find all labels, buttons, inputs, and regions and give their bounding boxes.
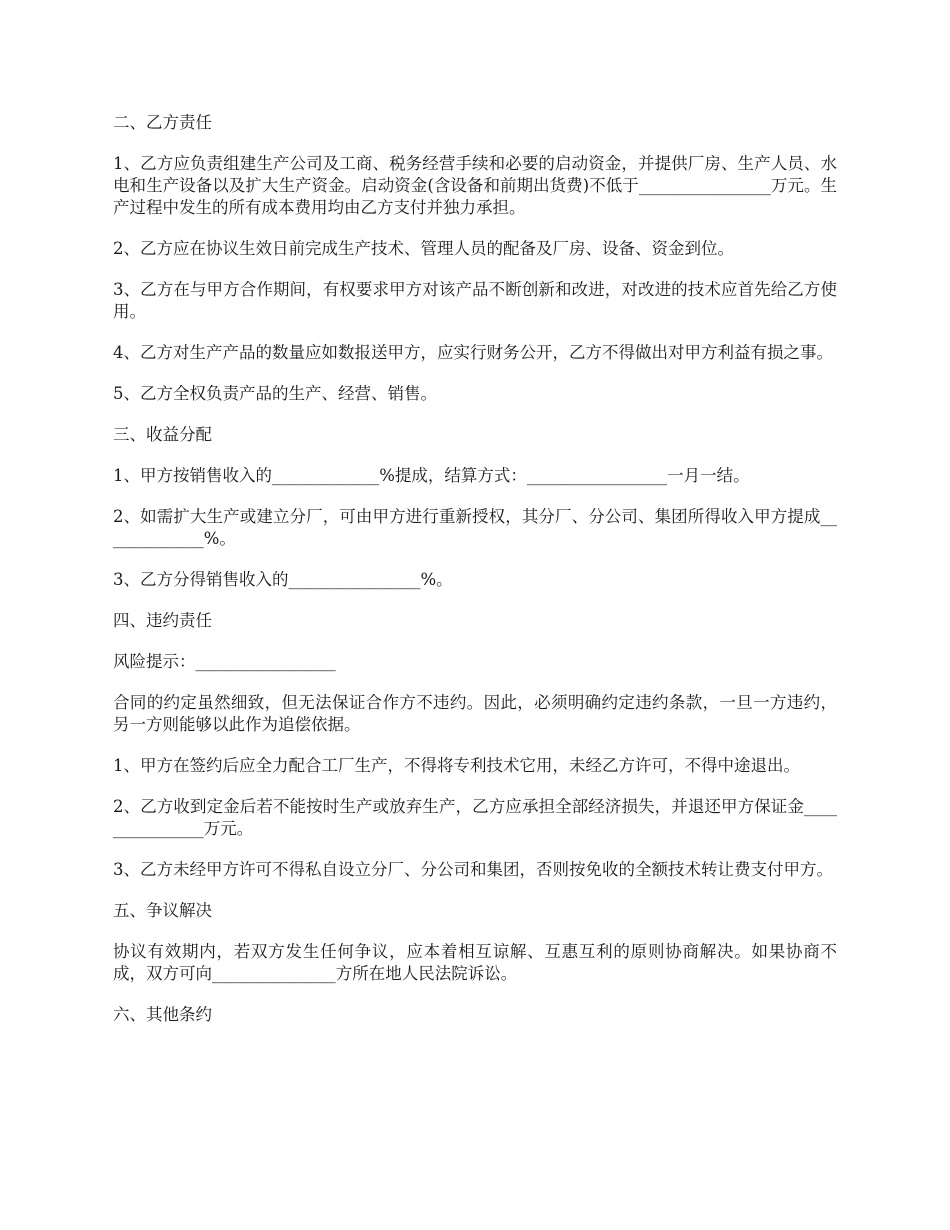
- clause-p3: 3、乙方分得销售收入的________________%。: [113, 570, 453, 589]
- section-heading-other-terms: 六、其他条约: [113, 1005, 212, 1024]
- clause-b4: 4、乙方对生产产品的数量应如数报送甲方，应实行财务公开，乙方不得做出对甲方利益有损之事。: [113, 343, 833, 362]
- risk-explanation: 合同的约定虽然细致，但无法保证合作方不违约。因此，必须明确约定违约条款，一旦一方违约，另一方则能够以此作为追偿依据。: [113, 693, 837, 734]
- clause-b2: 2、乙方应在协议生效日前完成生产技术、管理人员的配备及厂房、设备、资金到位。: [113, 239, 734, 258]
- section-heading-party-b-responsibility: 二、乙方责任: [113, 113, 212, 132]
- clause-l2: 2、乙方收到定金后若不能按时生产或放弃生产，乙方应承担全部经济损失，并退还甲方保证金_______________万元。: [113, 797, 837, 838]
- clause-b5: 5、乙方全权负责产品的生产、经营、销售。: [113, 384, 437, 403]
- clause-l1: 1、甲方在签约后应全力配合工厂生产，不得将专利技术它用，未经乙方许可，不得中途退出。: [113, 756, 800, 775]
- clause-b1: 1、乙方应负责组建生产公司及工商、税务经营手续和必要的启动资金，并提供厂房、生产人员、水电和生产设备以及扩大生产资金。启动资金(含设备和前期出货费)不低于________________万元。生产过程中发生的所有成本费用均由乙方支付并独力承担。: [113, 154, 837, 217]
- clause-p1: 1、甲方按销售收入的_____________%提成，结算方式：_________________一月一结。: [113, 466, 750, 485]
- dispute-clause: 协议有效期内，若双方发生任何争议，应本着相互谅解、互惠互利的原则协商解决。如果协商不成，双方可向_______________方所在地人民法院诉讼。: [113, 942, 837, 983]
- section-heading-dispute-resolution: 五、争议解决: [113, 901, 212, 920]
- section-heading-breach-liability: 四、违约责任: [113, 611, 212, 630]
- contract-page: [113, 112, 837, 1045]
- clause-p2: 2、如需扩大生产或建立分厂，可由甲方进行重新授权，其分厂、分公司、集团所得收入甲方提成_____________%。: [113, 507, 837, 548]
- risk-tip: 风险提示：_________________: [113, 652, 336, 671]
- section-heading-profit-distribution: 三、收益分配: [113, 425, 212, 444]
- clause-l3: 3、乙方未经甲方许可不得私自设立分厂、分公司和集团，否则按免收的全额技术转让费支付甲方。: [113, 860, 833, 879]
- clause-b3: 3、乙方在与甲方合作期间，有权要求甲方对该产品不断创新和改进，对改进的技术应首先给乙方使用。: [113, 280, 837, 321]
